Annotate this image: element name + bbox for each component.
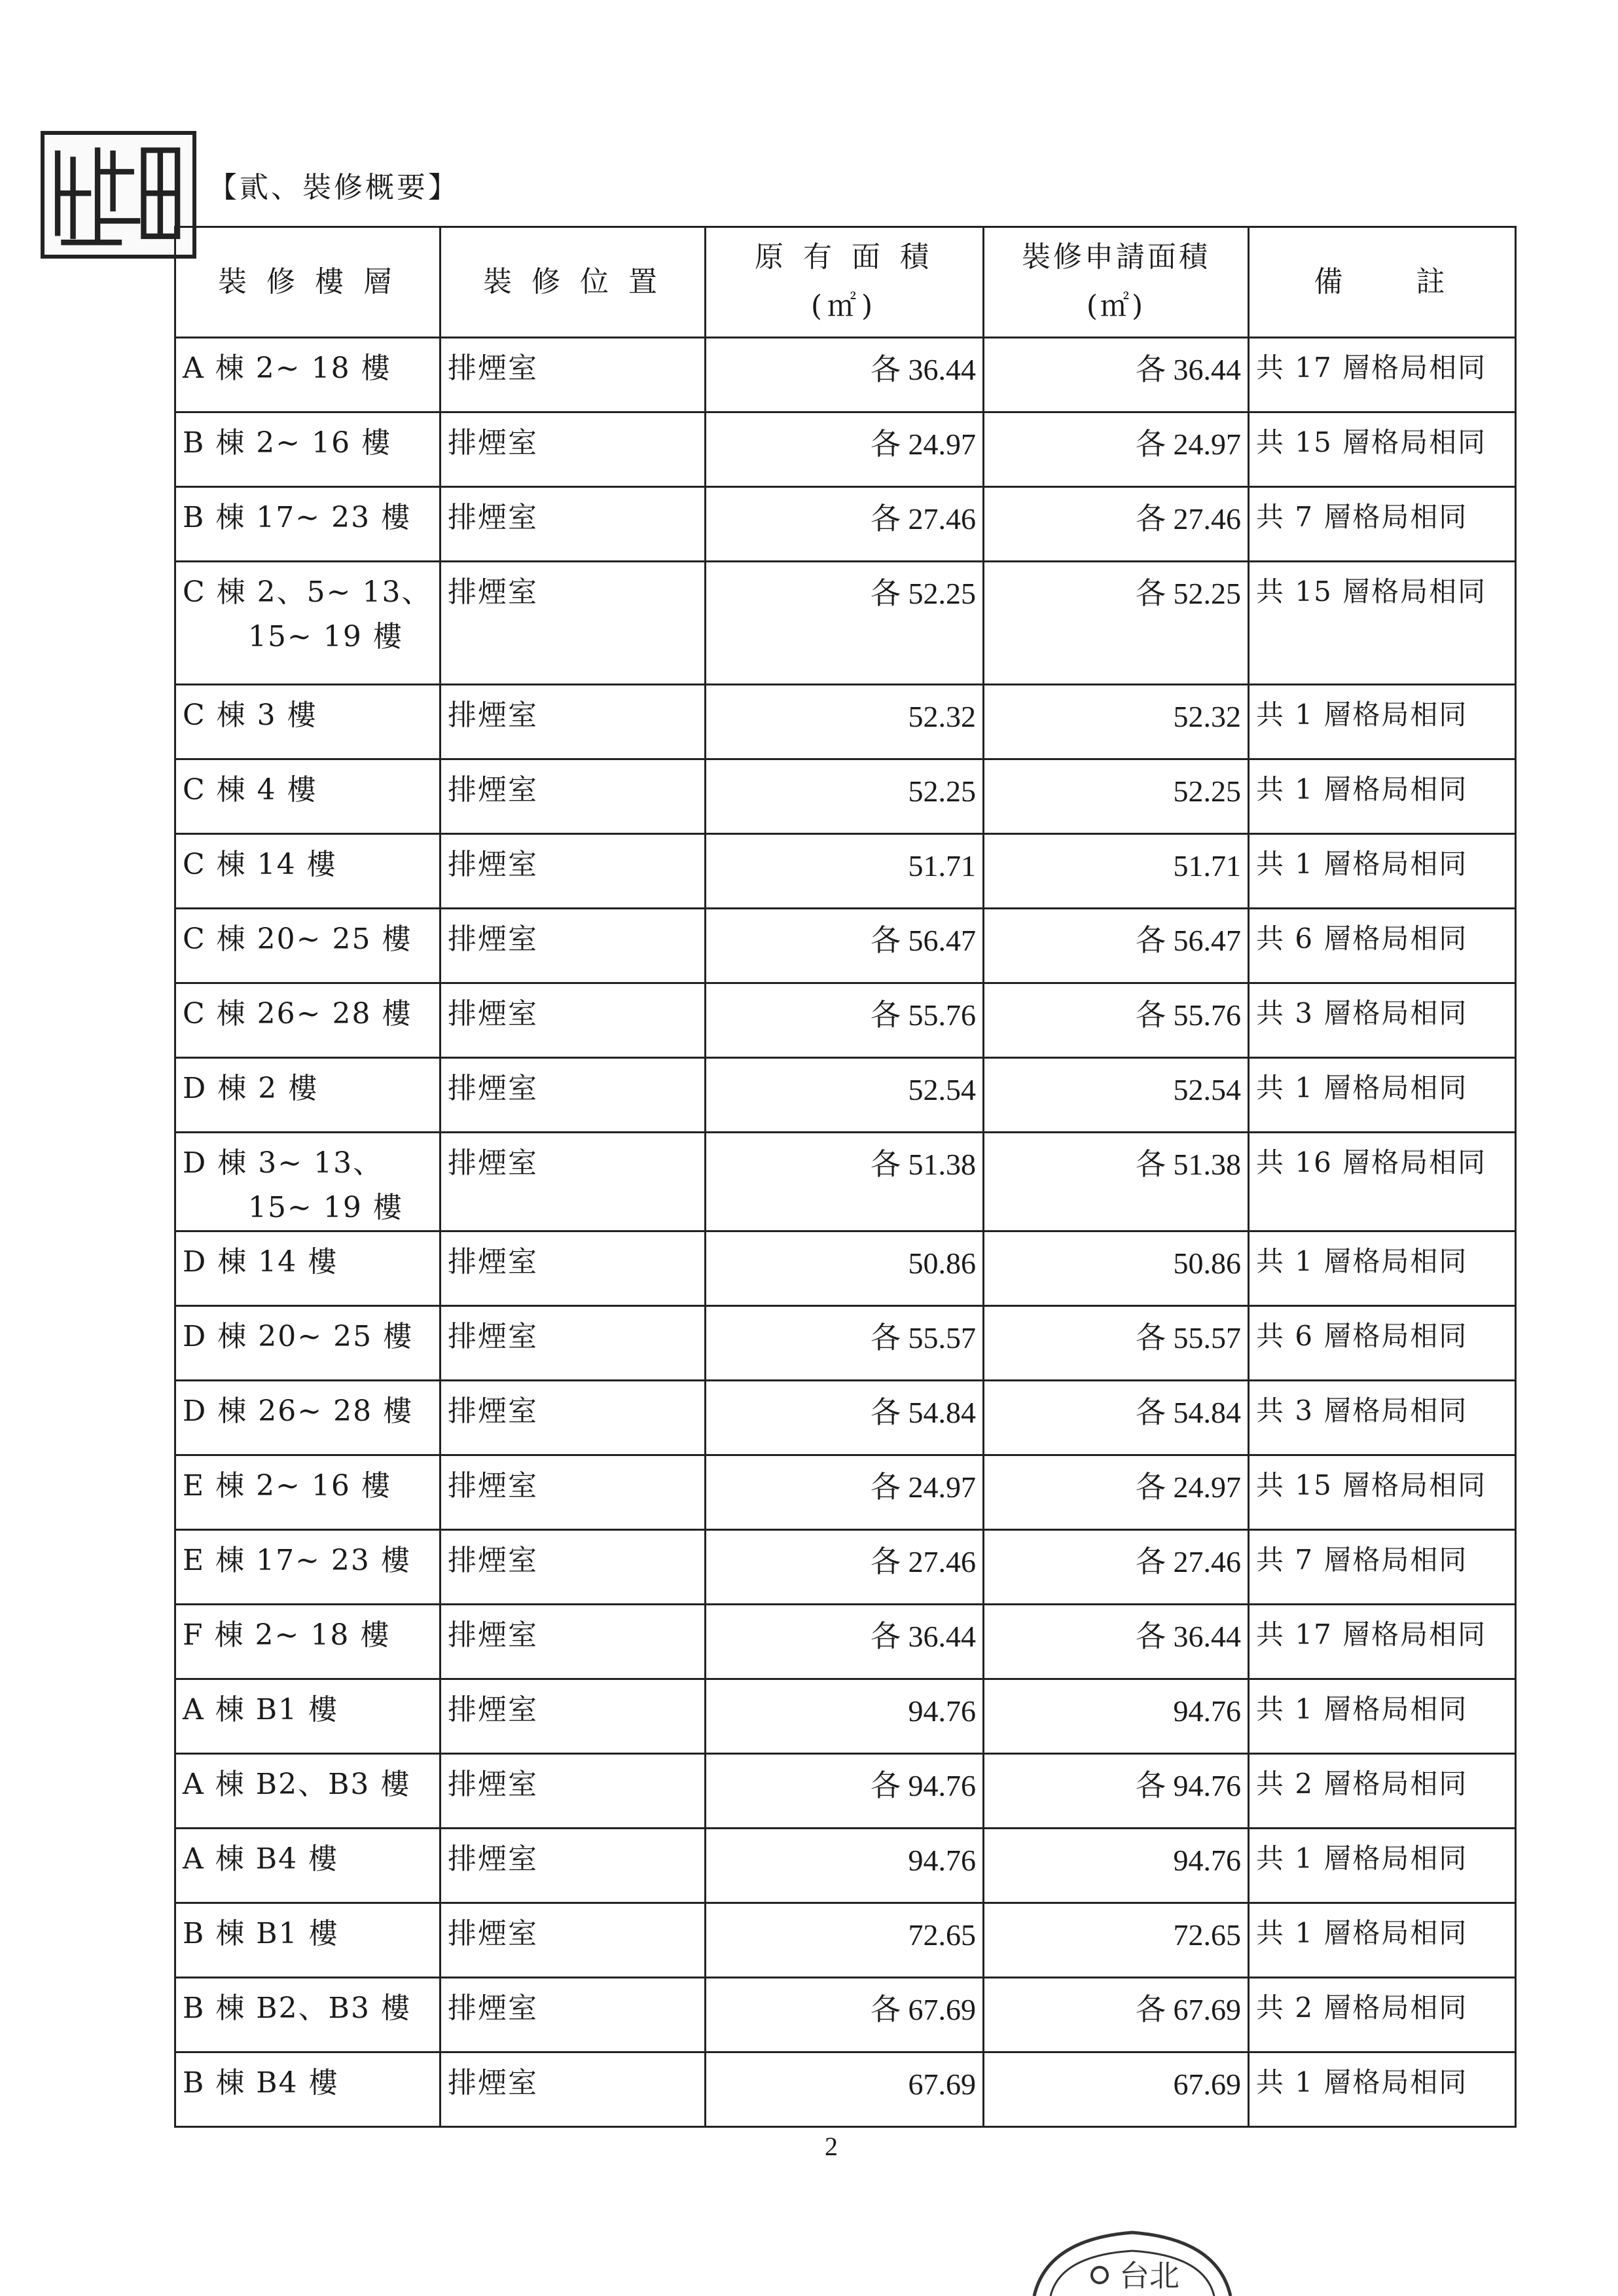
cell-original-area: 各 36.44: [706, 1605, 984, 1679]
cell-original-area: 52.32: [706, 685, 984, 759]
table-row: [175, 562, 1516, 685]
cell-note: 共 15 層格局相同: [1249, 412, 1516, 487]
table-header-row: [175, 227, 1516, 338]
cell-location: 排煙室: [440, 338, 706, 412]
table-row: [175, 412, 1516, 487]
floor-text: C 棟 2、5~ 13、: [183, 575, 432, 609]
floor-text: B 棟 B4 樓: [183, 2066, 339, 2100]
cell-note: 共 1 層格局相同: [1249, 2052, 1516, 2127]
cell-original-area: 各 27.46: [706, 487, 984, 562]
cell-original-area: 72.65: [706, 1903, 984, 1978]
cell-original-area: 94.76: [706, 1829, 984, 1903]
cell-location: 排煙室: [440, 685, 706, 759]
floor-text: A 棟 2~ 18 樓: [183, 352, 391, 385]
floor-text: C 棟 4 樓: [183, 773, 317, 807]
cell-note: 共 1 層格局相同: [1249, 834, 1516, 909]
table-row: [175, 2052, 1516, 2127]
cell-applied-area: 67.69: [984, 2052, 1249, 2127]
header-original-area: [706, 227, 984, 338]
table-row: [175, 1306, 1516, 1381]
cell-original-area: 各 54.84: [706, 1381, 984, 1455]
table-row: [175, 1530, 1516, 1605]
cell-note: 共 1 層格局相同: [1249, 1058, 1516, 1133]
floor-text: D 棟 2 樓: [183, 1072, 319, 1105]
floor-text-continued: 15~ 19 樓: [248, 1191, 403, 1225]
floor-text: C 棟 20~ 25 樓: [183, 922, 412, 956]
cell-original-area: 各 51.38: [706, 1133, 984, 1231]
cell-note: 共 1 層格局相同: [1249, 1679, 1516, 1754]
cell-location: 排煙室: [440, 562, 706, 685]
cell-floor: [175, 1133, 440, 1231]
cell-applied-area: 各 67.69: [984, 1978, 1249, 2052]
table-body: [175, 338, 1516, 2127]
cell-applied-area: 各 51.38: [984, 1133, 1249, 1231]
cell-original-area: 各 36.44: [706, 338, 984, 412]
cell-floor: [175, 1679, 440, 1754]
cell-note: 共 6 層格局相同: [1249, 909, 1516, 983]
cell-applied-area: 各 27.46: [984, 487, 1249, 562]
table-row: [175, 1829, 1516, 1903]
table-row: [175, 1133, 1516, 1231]
floor-text: E 棟 17~ 23 樓: [183, 1544, 411, 1578]
floor-text: E 棟 2~ 16 樓: [183, 1469, 391, 1503]
round-stamp-icon: [1021, 2213, 1244, 2296]
stamp-text: 台北: [1119, 2258, 1179, 2293]
cell-location: 排煙室: [440, 2052, 706, 2127]
cell-floor: [175, 983, 440, 1058]
cell-original-area: 各 27.46: [706, 1530, 984, 1605]
cell-applied-area: 各 55.57: [984, 1306, 1249, 1381]
table-row: [175, 1978, 1516, 2052]
cell-applied-area: 52.25: [984, 759, 1249, 834]
cell-original-area: 51.71: [706, 834, 984, 909]
cell-location: 排煙室: [440, 1381, 706, 1455]
header-location: 裝 修 位 置: [440, 227, 706, 338]
renovation-summary-table: [174, 226, 1517, 2128]
cell-original-area: 67.69: [706, 2052, 984, 2127]
cell-original-area: 52.25: [706, 759, 984, 834]
floor-text: D 棟 26~ 28 樓: [183, 1394, 414, 1429]
cell-note: 共 2 層格局相同: [1249, 1754, 1516, 1829]
cell-applied-area: 各 55.76: [984, 983, 1249, 1058]
seal-stamp-icon: [41, 131, 196, 259]
cell-original-area: 各 55.76: [706, 983, 984, 1058]
cell-original-area: 各 24.97: [706, 1455, 984, 1530]
cell-location: 排煙室: [440, 412, 706, 487]
cell-floor: [175, 1978, 440, 2052]
header-original-area-label: 原 有 面 積: [755, 240, 934, 274]
cell-location: 排煙室: [440, 1679, 706, 1754]
floor-text: C 棟 3 樓: [183, 699, 317, 732]
cell-applied-area: 94.76: [984, 1829, 1249, 1903]
cell-note: 共 17 層格局相同: [1249, 338, 1516, 412]
page-number: 2: [825, 2132, 838, 2161]
floor-text: A 棟 B2、B3 樓: [183, 1768, 411, 1802]
table-row: [175, 487, 1516, 562]
cell-location: 排煙室: [440, 1978, 706, 2052]
cell-location: 排煙室: [440, 1530, 706, 1605]
floor-text: D 棟 14 樓: [183, 1245, 338, 1279]
cell-note: 共 1 層格局相同: [1249, 1231, 1516, 1306]
cell-original-area: 94.76: [706, 1679, 984, 1754]
cell-floor: [175, 1306, 440, 1381]
cell-note: 共 3 層格局相同: [1249, 1381, 1516, 1455]
cell-floor: [175, 1829, 440, 1903]
header-note: 備 註: [1249, 227, 1516, 338]
cell-note: 共 3 層格局相同: [1249, 983, 1516, 1058]
cell-floor: [175, 338, 440, 412]
cell-applied-area: 各 24.97: [984, 1455, 1249, 1530]
cell-note: 共 7 層格局相同: [1249, 1530, 1516, 1605]
floor-text: D 棟 20~ 25 樓: [183, 1320, 414, 1354]
table-row: [175, 983, 1516, 1058]
cell-applied-area: 各 56.47: [984, 909, 1249, 983]
cell-location: 排煙室: [440, 1133, 706, 1231]
cell-floor: [175, 2052, 440, 2127]
floor-text-continued: 15~ 19 樓: [248, 620, 403, 654]
cell-location: 排煙室: [440, 487, 706, 562]
cell-floor: [175, 1605, 440, 1679]
cell-original-area: 各 67.69: [706, 1978, 984, 2052]
table-row: [175, 1605, 1516, 1679]
floor-text: B 棟 2~ 16 樓: [183, 426, 392, 460]
cell-location: 排煙室: [440, 759, 706, 834]
floor-text: B 棟 B2、B3 樓: [183, 1992, 411, 2026]
cell-note: 共 2 層格局相同: [1249, 1978, 1516, 2052]
floor-text: D 棟 3~ 13、: [183, 1146, 384, 1180]
cell-original-area: 50.86: [706, 1231, 984, 1306]
cell-applied-area: 各 24.97: [984, 412, 1249, 487]
cell-floor: [175, 1754, 440, 1829]
cell-original-area: 各 24.97: [706, 412, 984, 487]
cell-location: 排煙室: [440, 983, 706, 1058]
cell-applied-area: 52.32: [984, 685, 1249, 759]
table-row: [175, 1679, 1516, 1754]
cell-floor: [175, 759, 440, 834]
cell-location: 排煙室: [440, 1306, 706, 1381]
cell-applied-area: 各 36.44: [984, 338, 1249, 412]
cell-floor: [175, 562, 440, 685]
cell-applied-area: 94.76: [984, 1679, 1249, 1754]
cell-floor: [175, 1231, 440, 1306]
cell-applied-area: 各 27.46: [984, 1530, 1249, 1605]
cell-floor: [175, 1903, 440, 1978]
table-row: [175, 685, 1516, 759]
cell-note: 共 1 層格局相同: [1249, 1903, 1516, 1978]
header-applied-area-unit: (㎡): [1086, 289, 1146, 323]
cell-location: 排煙室: [440, 1903, 706, 1978]
cell-applied-area: 各 94.76: [984, 1754, 1249, 1829]
cell-floor: [175, 412, 440, 487]
cell-note: 共 1 層格局相同: [1249, 759, 1516, 834]
cell-location: 排煙室: [440, 1058, 706, 1133]
cell-applied-area: 各 52.25: [984, 562, 1249, 685]
floor-text: C 棟 26~ 28 樓: [183, 997, 412, 1030]
header-floor: 裝 修 樓 層: [175, 227, 440, 338]
cell-location: 排煙室: [440, 1829, 706, 1903]
cell-note: 共 15 層格局相同: [1249, 562, 1516, 685]
cell-location: 排煙室: [440, 909, 706, 983]
floor-text: C 棟 14 樓: [183, 848, 337, 881]
cell-original-area: 各 55.57: [706, 1306, 984, 1381]
cell-original-area: 各 94.76: [706, 1754, 984, 1829]
table-row: [175, 1455, 1516, 1530]
cell-applied-area: 各 36.44: [984, 1605, 1249, 1679]
cell-location: 排煙室: [440, 834, 706, 909]
cell-applied-area: 51.71: [984, 834, 1249, 909]
cell-note: 共 6 層格局相同: [1249, 1306, 1516, 1381]
table-row: [175, 1381, 1516, 1455]
cell-location: 排煙室: [440, 1605, 706, 1679]
cell-location: 排煙室: [440, 1231, 706, 1306]
cell-note: 共 1 層格局相同: [1249, 685, 1516, 759]
header-applied-area-label: 裝修申請面積: [1022, 240, 1210, 274]
floor-text: B 棟 17~ 23 樓: [183, 501, 412, 534]
cell-original-area: 各 56.47: [706, 909, 984, 983]
cell-note: 共 16 層格局相同: [1249, 1133, 1516, 1231]
section-title: 【貳、裝修概要】: [208, 171, 459, 204]
cell-note: 共 15 層格局相同: [1249, 1455, 1516, 1530]
table-row: [175, 1754, 1516, 1829]
cell-floor: [175, 834, 440, 909]
floor-text: A 棟 B1 樓: [183, 1693, 339, 1727]
table-row: [175, 1903, 1516, 1978]
cell-location: 排煙室: [440, 1455, 706, 1530]
cell-original-area: 各 52.25: [706, 562, 984, 685]
table-row: [175, 759, 1516, 834]
table-row: [175, 909, 1516, 983]
cell-note: 共 17 層格局相同: [1249, 1605, 1516, 1679]
floor-text: F 棟 2~ 18 樓: [183, 1618, 391, 1652]
seal-glyph-icon: [45, 135, 192, 255]
cell-floor: [175, 487, 440, 562]
table-row: [175, 338, 1516, 412]
cell-applied-area: 50.86: [984, 1231, 1249, 1306]
table-row: [175, 1231, 1516, 1306]
header-original-area-unit: (㎡): [810, 289, 878, 323]
cell-floor: [175, 1455, 440, 1530]
cell-floor: [175, 1530, 440, 1605]
cell-floor: [175, 685, 440, 759]
cell-note: 共 7 層格局相同: [1249, 487, 1516, 562]
cell-note: 共 1 層格局相同: [1249, 1829, 1516, 1903]
cell-applied-area: 72.65: [984, 1903, 1249, 1978]
cell-floor: [175, 909, 440, 983]
cell-applied-area: 52.54: [984, 1058, 1249, 1133]
table-row: [175, 1058, 1516, 1133]
cell-floor: [175, 1058, 440, 1133]
cell-floor: [175, 1381, 440, 1455]
floor-text: A 棟 B4 樓: [183, 1842, 339, 1876]
header-applied-area: [984, 227, 1249, 338]
table-row: [175, 834, 1516, 909]
cell-original-area: 52.54: [706, 1058, 984, 1133]
cell-applied-area: 各 54.84: [984, 1381, 1249, 1455]
floor-text: B 棟 B1 樓: [183, 1917, 339, 1951]
cell-location: 排煙室: [440, 1754, 706, 1829]
